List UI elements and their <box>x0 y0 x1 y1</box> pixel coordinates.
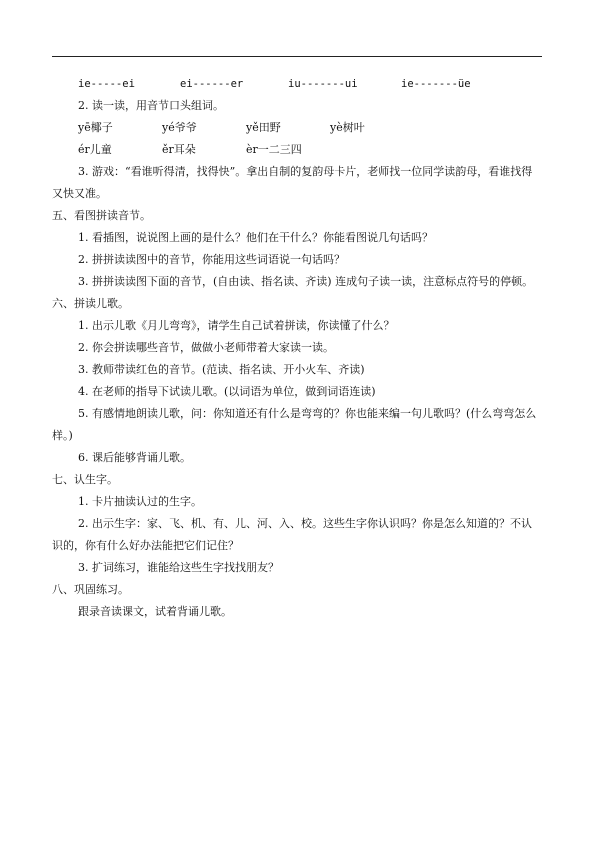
header-rule <box>52 56 542 57</box>
word-item: yé爷爷 <box>162 121 197 134</box>
section-5-heading: 五、看图拼读音节。 <box>52 209 151 222</box>
vowel-pairs-row <box>52 73 542 95</box>
section-6-item: 2. 你会拼读哪些音节，做做小老师带着大家读一读。 <box>78 341 334 354</box>
item-2-title: 2. 读一读，用音节口头组词。 <box>78 99 224 112</box>
vowel-pair: ie-----ei <box>78 78 135 90</box>
vowel-pair: ie-------üe <box>401 78 471 90</box>
section-6-item: 4. 在老师的指导下试读儿歌。(以词语为单位，做到词语连读) <box>78 385 376 398</box>
section-7-item: 1. 卡片抽读认过的生字。 <box>78 495 202 508</box>
word-item: ěr耳朵 <box>162 143 196 156</box>
section-6-item: 6. 课后能够背诵儿歌。 <box>78 451 191 464</box>
vowel-pair: iu-------ui <box>288 78 358 90</box>
section-6-item: 1. 出示儿歌《月儿弯弯》，请学生自己试着拼读，你读懂了什么？ <box>78 319 395 332</box>
word-item: èr一二三四 <box>246 143 302 156</box>
section-6-heading: 六、拼读儿歌。 <box>52 297 129 310</box>
section-5-item: 1. 看插图，说说图上画的是什么？他们在干什么？你能看图说几句话吗？ <box>78 231 433 244</box>
section-7-item: 3. 扩词练习，谁能给这些生字找找朋友？ <box>78 561 279 574</box>
section-7-heading: 七、认生字。 <box>52 473 118 486</box>
section-6-item: 3. 教师带读红色的音节。(范读、指名读、开小火车、齐读) <box>78 363 365 376</box>
section-5-item: 3. 拼拼读读图下面的音节，(自由读、指名读、齐读) 连成句子读一读，注意标点符号的停顿。 <box>78 275 534 288</box>
vowel-pair: ei------er <box>180 78 244 90</box>
section-7-item: 2. 出示生字：家、飞、机、有、儿、河、入、校。这些生字你认识吗？你是怎么知道的？不认识的，你有什么好办法能把它们记住？ <box>52 517 532 552</box>
document-body <box>52 73 542 623</box>
section-5-item: 2. 拼拼读读图中的音节，你能用这些词语说一句话吗？ <box>78 253 345 266</box>
word-item: yě田野 <box>246 121 281 134</box>
word-item: yè树叶 <box>330 121 365 134</box>
word-item: yē椰子 <box>78 121 113 134</box>
section-8-heading: 八、巩固练习。 <box>52 583 129 596</box>
words-row-2 <box>52 139 542 161</box>
word-item: ér儿童 <box>78 143 112 156</box>
section-8-text: 跟录音读课文，试着背诵儿歌。 <box>78 605 232 618</box>
words-row-1 <box>52 117 542 139</box>
section-6-item: 5. 有感情地朗读儿歌，问：你知道还有什么是弯弯的？你也能来编一句儿歌吗？(什么弯弯怎么样。) <box>52 407 537 442</box>
item-3-game: 3. 游戏：“看谁听得清，找得快”。拿出自制的复韵母卡片，老师找一位同学读韵母，看谁找得又快又准。 <box>52 165 533 200</box>
